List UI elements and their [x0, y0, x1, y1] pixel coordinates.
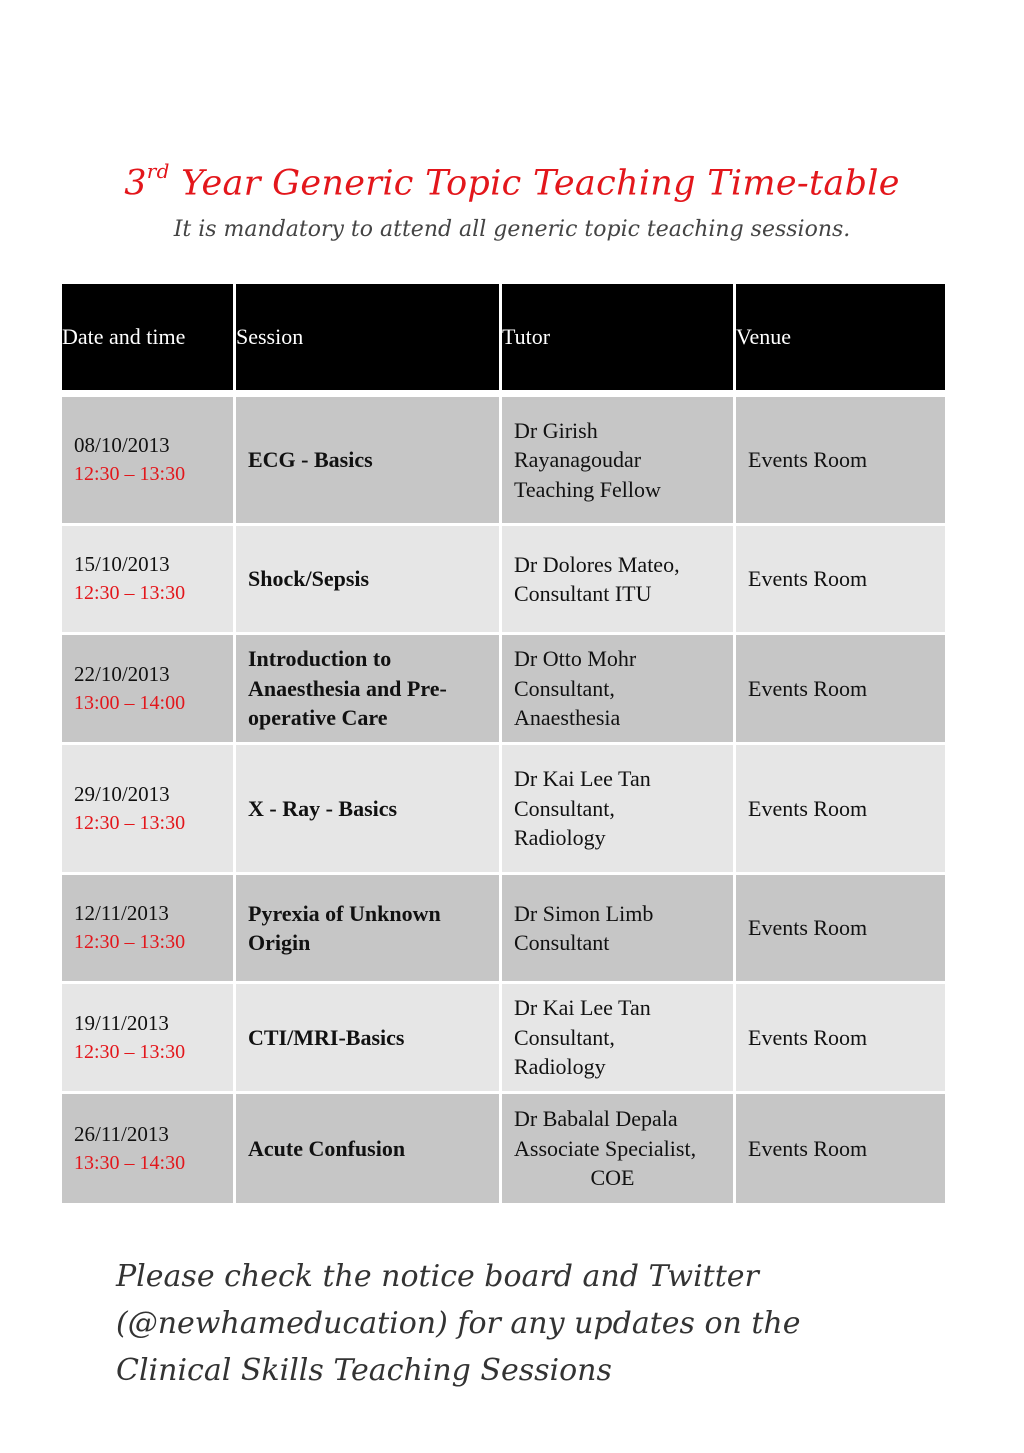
footer-line: (@newhameducation) for any updates on the	[116, 1306, 801, 1341]
session-date: 15/10/2013	[74, 552, 170, 576]
venue-cell: Events Room	[748, 1135, 868, 1161]
tutor-line: COE	[590, 1165, 635, 1191]
session-date: 22/10/2013	[74, 661, 170, 686]
page-title	[0, 159, 1024, 204]
table-row	[62, 635, 945, 745]
tutor-line: Dr Kai Lee Tan	[514, 995, 651, 1021]
date-time-cell	[62, 875, 236, 981]
table-row	[62, 984, 945, 1094]
title-prefix: 3	[124, 163, 147, 204]
session-time: 12:30 – 13:30	[74, 582, 186, 604]
footer-notice	[116, 1253, 976, 1394]
session-date: 12/11/2013	[74, 901, 169, 925]
session-time: 12:30 – 13:30	[74, 931, 186, 953]
session-date: 26/11/2013	[74, 1121, 169, 1146]
title-superscript: rd	[146, 159, 170, 183]
tutor-cell	[502, 745, 736, 872]
tutor-line: Consultant,	[514, 795, 615, 821]
session-time: 13:30 – 14:30	[74, 1151, 186, 1174]
tutor-line: Dr Babalal Depala	[514, 1106, 678, 1132]
venue-cell: Events Room	[748, 566, 868, 592]
date-time-cell	[62, 745, 236, 872]
table-header-row	[62, 284, 945, 390]
title-rest: Year Generic Topic Teaching Time-table	[169, 163, 900, 204]
column-header-venue: Venue	[736, 324, 791, 350]
column-header-date: Date and time	[62, 284, 236, 390]
page-subtitle: It is mandatory to attend all generic topic teaching sessions.	[173, 217, 851, 242]
session-date: 29/10/2013	[74, 781, 170, 806]
tutor-line: Dr Simon Limb	[514, 900, 654, 926]
footer-line: Clinical Skills Teaching Sessions	[116, 1353, 612, 1388]
venue-cell: Events Room	[748, 795, 868, 821]
date-time-cell	[62, 635, 236, 742]
session-title: Shock/Sepsis	[236, 526, 502, 632]
tutor-line: Dr Kai Lee Tan	[514, 766, 651, 792]
tutor-cell	[502, 984, 736, 1091]
tutor-line: Associate Specialist,	[514, 1135, 697, 1161]
column-header-session: Session	[236, 284, 502, 390]
tutor-line: Rayanagoudar	[514, 447, 642, 473]
venue-cell: Events Room	[748, 675, 868, 701]
timetable	[62, 284, 945, 1203]
tutor-line: Anaesthesia	[514, 705, 621, 731]
footer-line: Please check the notice board and Twitter	[116, 1259, 759, 1294]
table-row	[62, 745, 945, 875]
session-time: 12:30 – 13:30	[74, 811, 186, 834]
column-header-tutor: Tutor	[502, 284, 736, 390]
session-title: Acute Confusion	[236, 1094, 502, 1203]
tutor-cell	[502, 635, 736, 742]
tutor-line: Radiology	[514, 825, 606, 851]
tutor-line: Consultant	[514, 930, 610, 955]
session-date: 19/11/2013	[74, 1010, 169, 1035]
header-gap	[62, 390, 945, 397]
table-row	[62, 397, 945, 526]
session-title: Introduction to Anaesthesia and Pre-operative Care	[236, 635, 502, 742]
date-time-cell	[62, 397, 236, 523]
session-title: ECG - Basics	[236, 397, 502, 523]
session-date: 08/10/2013	[74, 433, 170, 457]
venue-cell: Events Room	[748, 447, 868, 473]
session-time: 13:00 – 14:00	[74, 691, 186, 714]
date-time-cell	[62, 1094, 236, 1203]
table-row	[62, 875, 945, 984]
table-row	[62, 526, 945, 635]
date-time-cell	[62, 984, 236, 1091]
tutor-line: Consultant,	[514, 1024, 615, 1050]
tutor-line: Radiology	[514, 1054, 606, 1080]
session-time: 12:30 – 13:30	[74, 1040, 186, 1063]
session-time: 12:30 – 13:30	[74, 463, 186, 485]
tutor-line: Dr Dolores Mateo,	[514, 551, 680, 577]
tutor-cell	[502, 526, 736, 632]
tutor-line: Dr Girish	[514, 417, 598, 443]
session-title: CTI/MRI-Basics	[236, 984, 502, 1091]
tutor-cell	[502, 1094, 736, 1203]
tutor-cell	[502, 397, 736, 523]
tutor-line: Teaching Fellow	[514, 476, 661, 502]
session-title: X - Ray - Basics	[236, 745, 502, 872]
venue-cell: Events Room	[748, 1024, 868, 1050]
venue-cell: Events Room	[748, 915, 868, 941]
session-title: Pyrexia of Unknown Origin	[236, 875, 502, 981]
tutor-line: Consultant ITU	[514, 581, 652, 606]
tutor-cell	[502, 875, 736, 981]
tutor-line: Consultant,	[514, 675, 615, 701]
tutor-line: Dr Otto Mohr	[514, 646, 637, 672]
table-row	[62, 1094, 945, 1203]
date-time-cell	[62, 526, 236, 632]
